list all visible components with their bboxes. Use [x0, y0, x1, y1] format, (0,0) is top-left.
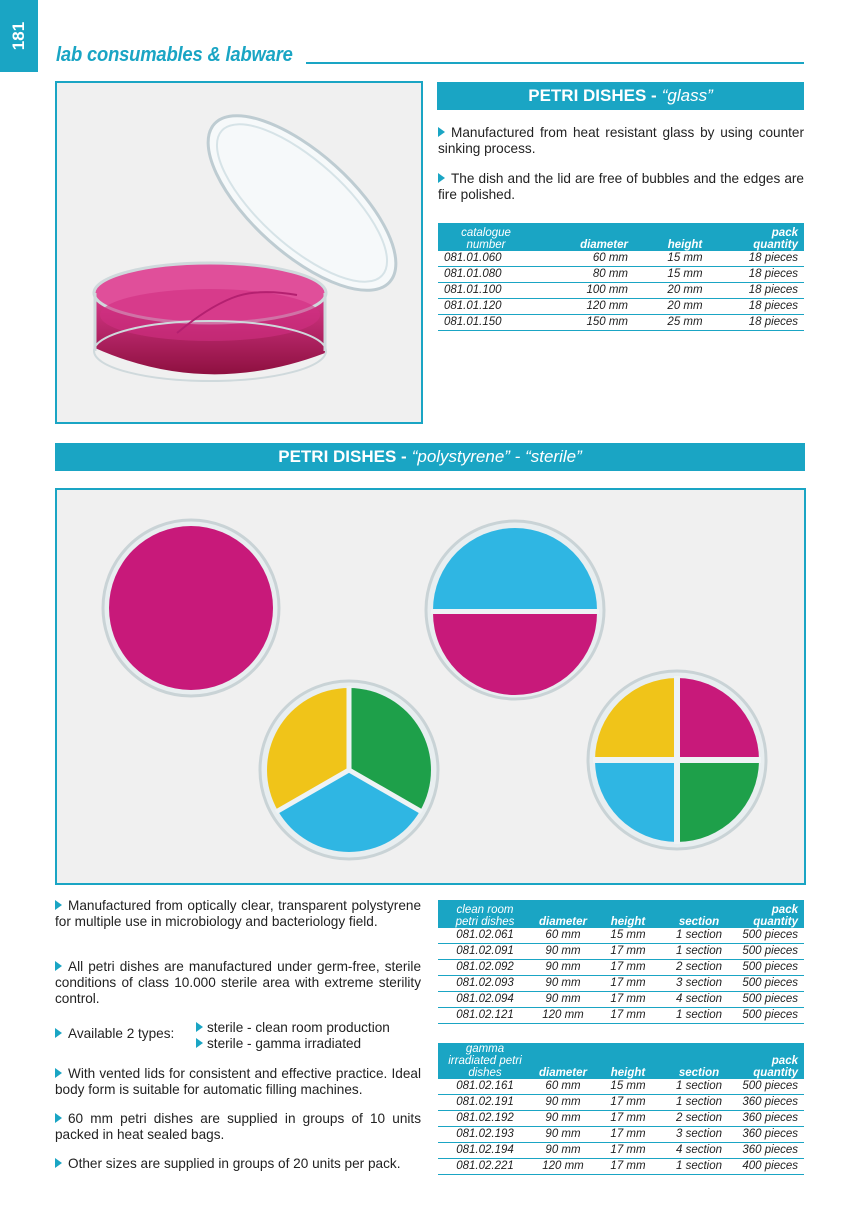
glass-petri-dish-photo: [55, 81, 423, 424]
table-cell: 15 mm: [634, 251, 736, 267]
col-diameter: diameter: [534, 223, 634, 251]
table-cell: 18 pieces: [736, 267, 804, 283]
table-cell: 17 mm: [594, 1159, 662, 1175]
polystyrene-petri-dishes-photo: [55, 488, 806, 885]
table-cell: 1 section: [662, 928, 736, 944]
table-cell: 17 mm: [594, 1127, 662, 1143]
type-item-clean-room: sterile - clean room production: [196, 1020, 390, 1036]
table-row: [438, 267, 804, 283]
table-row: [438, 315, 804, 331]
chevron-right-icon: [438, 173, 445, 183]
clean-room-table: [438, 900, 804, 1024]
chevron-right-icon: [55, 1113, 62, 1123]
poly-bullet-5: Other sizes are supplied in groups of 20 units per pack.: [55, 1156, 421, 1172]
glass-bullet-1: Manufactured from heat resistant glass by using counter sinking process.: [438, 125, 804, 156]
table-cell: 17 mm: [594, 944, 662, 960]
table-cell: 90 mm: [532, 960, 594, 976]
table-cell: 60 mm: [534, 251, 634, 267]
table-cell: 60 mm: [532, 1079, 594, 1095]
col-pack-quantity: pack quantity: [736, 900, 804, 928]
glass-dish-illustration: [57, 83, 421, 422]
table-cell: 90 mm: [532, 992, 594, 1008]
table-cell: 15 mm: [594, 1079, 662, 1095]
chevron-right-icon: [55, 1158, 62, 1168]
table-cell: 90 mm: [532, 1143, 594, 1159]
table-cell: 2 section: [662, 1111, 736, 1127]
title-rule: [306, 62, 804, 64]
col-diameter: diameter: [532, 1043, 594, 1079]
polystyrene-subtitle: “polystyrene” - “sterile”: [411, 447, 582, 466]
table-cell: 120 mm: [532, 1159, 594, 1175]
table-row: [438, 992, 804, 1008]
polystyrene-dishes-illustration: [57, 490, 804, 883]
table-cell: 18 pieces: [736, 315, 804, 331]
table-cell: 15 mm: [594, 928, 662, 944]
table-cell: 100 mm: [534, 283, 634, 299]
table-cell: 500 pieces: [736, 960, 804, 976]
col-height: height: [594, 1043, 662, 1079]
table-cell: 17 mm: [594, 1095, 662, 1111]
section-title: lab consumables & labware: [56, 44, 293, 66]
table-cell: 081.02.092: [438, 960, 532, 976]
chevron-right-icon: [55, 961, 62, 971]
poly-bullet-2: All petri dishes are manufactured under germ-free, sterile conditions of class 10.000 sterile area with extreme sterility control.: [55, 959, 421, 1006]
glass-subtitle: “glass”: [661, 86, 713, 105]
table-cell: 4 section: [662, 992, 736, 1008]
polystyrene-banner: [55, 443, 805, 471]
table-cell: 081.02.192: [438, 1111, 532, 1127]
table-row: [438, 1127, 804, 1143]
table-cell: 500 pieces: [736, 1079, 804, 1095]
table-row: [438, 1095, 804, 1111]
poly-bullet-4: 60 mm petri dishes are supplied in groups of 10 units packed in heat sealed bags.: [55, 1111, 421, 1142]
dish-four-sections: [588, 671, 766, 849]
table-cell: 081.01.100: [438, 283, 534, 299]
type-item-gamma: sterile - gamma irradiated: [196, 1036, 361, 1052]
table-row: [438, 1008, 804, 1024]
table-cell: 20 mm: [634, 299, 736, 315]
table-cell: 081.02.193: [438, 1127, 532, 1143]
dish-one-section: [103, 520, 279, 696]
table-cell: 4 section: [662, 1143, 736, 1159]
table-row: [438, 1143, 804, 1159]
table-cell: 081.02.091: [438, 944, 532, 960]
table-cell: 18 pieces: [736, 299, 804, 315]
table-cell: 18 pieces: [736, 251, 804, 267]
table-cell: 90 mm: [532, 1111, 594, 1127]
table-cell: 3 section: [662, 1127, 736, 1143]
table-cell: 120 mm: [534, 299, 634, 315]
table-cell: 500 pieces: [736, 944, 804, 960]
table-cell: 15 mm: [634, 267, 736, 283]
table-cell: 360 pieces: [736, 1143, 804, 1159]
table-cell: 400 pieces: [736, 1159, 804, 1175]
dish-three-sections: [260, 681, 438, 859]
col-clean-room: clean room petri dishes: [438, 900, 532, 928]
table-cell: 1 section: [662, 1008, 736, 1024]
table-cell: 081.01.080: [438, 267, 534, 283]
table-cell: 17 mm: [594, 1143, 662, 1159]
table-cell: 500 pieces: [736, 928, 804, 944]
glass-banner: [437, 82, 804, 110]
table-cell: 081.01.150: [438, 315, 534, 331]
table-cell: 17 mm: [594, 1111, 662, 1127]
dish-two-sections: [426, 521, 604, 699]
col-pack-quantity: pack quantity: [736, 1043, 804, 1079]
chevron-right-icon: [55, 900, 62, 910]
table-cell: 081.02.194: [438, 1143, 532, 1159]
chevron-right-icon: [196, 1038, 203, 1048]
table-cell: 081.02.221: [438, 1159, 532, 1175]
table-cell: 1 section: [662, 1079, 736, 1095]
table-cell: 360 pieces: [736, 1127, 804, 1143]
col-diameter: diameter: [532, 900, 594, 928]
table-row: [438, 944, 804, 960]
table-cell: 500 pieces: [736, 1008, 804, 1024]
table-cell: 17 mm: [594, 960, 662, 976]
table-cell: 081.02.093: [438, 976, 532, 992]
table-cell: 081.02.121: [438, 1008, 532, 1024]
chevron-right-icon: [438, 127, 445, 137]
chevron-right-icon: [196, 1022, 203, 1032]
col-section: section: [662, 900, 736, 928]
table-cell: 1 section: [662, 1159, 736, 1175]
table-cell: 20 mm: [634, 283, 736, 299]
table-cell: 17 mm: [594, 992, 662, 1008]
table-cell: 120 mm: [532, 1008, 594, 1024]
glass-title: PETRI DISHES -: [528, 86, 657, 105]
chevron-right-icon: [55, 1068, 62, 1078]
table-cell: 081.02.191: [438, 1095, 532, 1111]
col-pack-quantity: pack quantity: [736, 223, 804, 251]
types-label: Available 2 types:: [55, 1026, 174, 1042]
table-row: [438, 960, 804, 976]
col-height: height: [634, 223, 736, 251]
table-cell: 17 mm: [594, 976, 662, 992]
table-cell: 081.02.094: [438, 992, 532, 1008]
poly-bullet-1: Manufactured from optically clear, transparent polystyrene for multiple use in microbiology and bacteriology field.: [55, 898, 421, 929]
table-cell: 90 mm: [532, 944, 594, 960]
page-number: 181: [9, 21, 28, 51]
table-row: [438, 1159, 804, 1175]
table-cell: 081.01.120: [438, 299, 534, 315]
table-cell: 500 pieces: [736, 992, 804, 1008]
table-cell: 081.02.161: [438, 1079, 532, 1095]
chevron-right-icon: [55, 1028, 62, 1038]
table-cell: 150 mm: [534, 315, 634, 331]
table-row: [438, 1079, 804, 1095]
table-cell: 90 mm: [532, 1095, 594, 1111]
table-row: [438, 1111, 804, 1127]
table-row: [438, 283, 804, 299]
col-catalogue-number: catalogue number: [438, 223, 534, 251]
table-cell: 1 section: [662, 944, 736, 960]
table-cell: 80 mm: [534, 267, 634, 283]
table-row: [438, 928, 804, 944]
table-cell: 3 section: [662, 976, 736, 992]
table-row: [438, 976, 804, 992]
col-section: section: [662, 1043, 736, 1079]
table-cell: 18 pieces: [736, 283, 804, 299]
table-cell: 081.01.060: [438, 251, 534, 267]
col-height: height: [594, 900, 662, 928]
table-cell: 081.02.061: [438, 928, 532, 944]
poly-bullet-3: With vented lids for consistent and effective practice. Ideal body form is suitable for automatic filling machines.: [55, 1066, 421, 1097]
glass-bullet-2: The dish and the lid are free of bubbles and the edges are fire polished.: [438, 171, 804, 202]
glass-table: [438, 223, 804, 331]
table-cell: 360 pieces: [736, 1095, 804, 1111]
col-gamma-irradiated: gamma irradiated petri dishes: [438, 1043, 532, 1079]
table-cell: 60 mm: [532, 928, 594, 944]
table-row: [438, 251, 804, 267]
table-cell: 2 section: [662, 960, 736, 976]
gamma-irradiated-table: [438, 1043, 804, 1175]
table-cell: 25 mm: [634, 315, 736, 331]
table-row: [438, 299, 804, 315]
table-cell: 17 mm: [594, 1008, 662, 1024]
table-cell: 500 pieces: [736, 976, 804, 992]
table-cell: 1 section: [662, 1095, 736, 1111]
table-cell: 360 pieces: [736, 1111, 804, 1127]
table-cell: 90 mm: [532, 976, 594, 992]
table-cell: 90 mm: [532, 1127, 594, 1143]
polystyrene-title: PETRI DISHES -: [278, 447, 407, 466]
